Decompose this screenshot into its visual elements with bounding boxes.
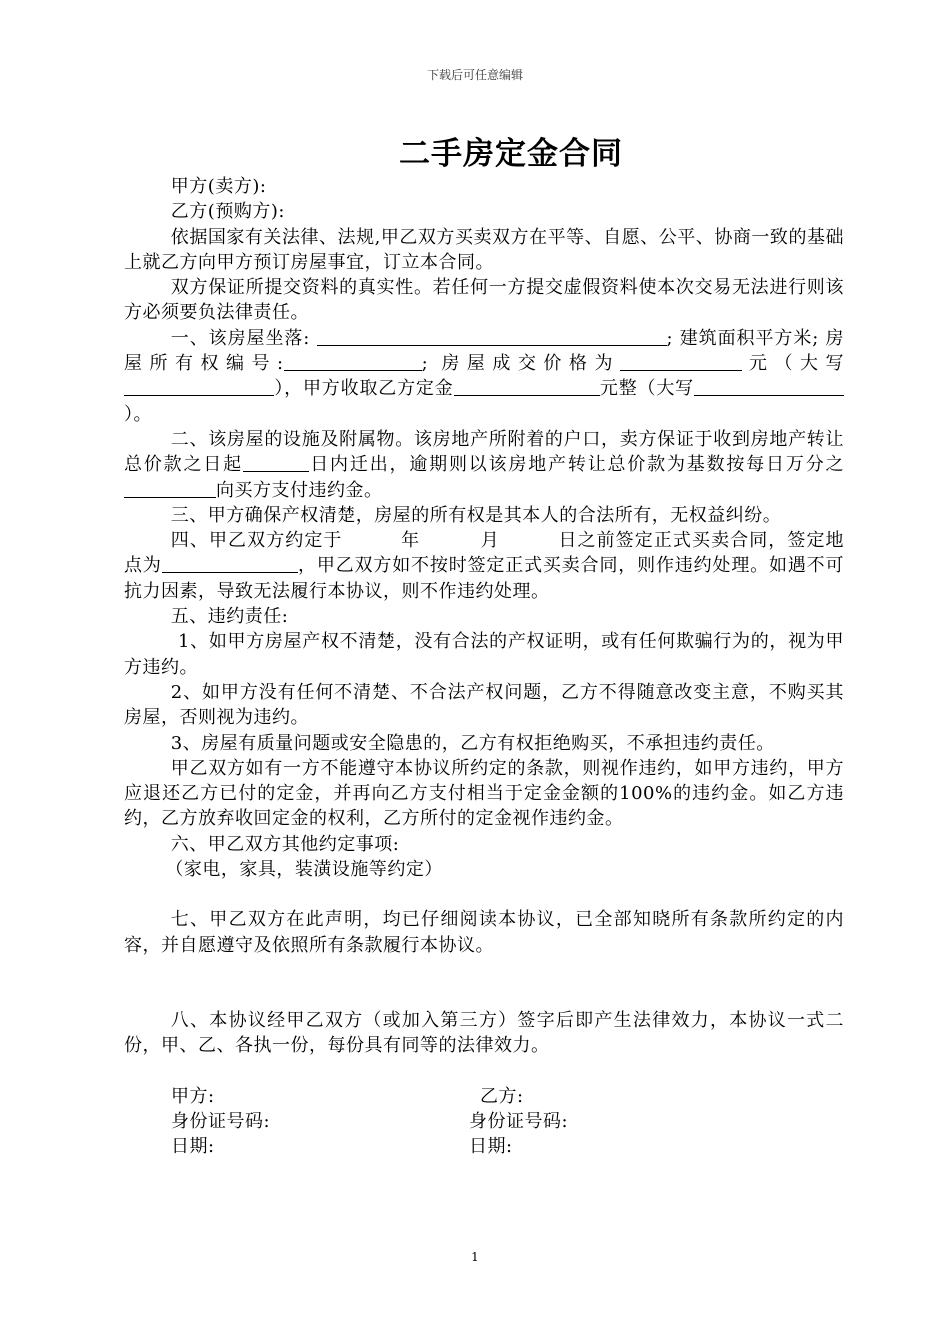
section-1 — [124, 326, 844, 427]
intro-paragraph: 依据国家有关法律、法规,甲乙双方买卖双方在平等、自愿、公平、协商一致的基础上就乙方向甲方预订房屋事宜，订立本合同。 — [124, 226, 844, 273]
price-capital-blank[interactable] — [124, 376, 274, 396]
page-header: 下载后可任意编辑 — [426, 68, 523, 82]
party-b-date-label: 日期: — [469, 1136, 513, 1158]
year-label: 年 — [400, 530, 421, 552]
section-4-text-day: 日之前签定正式买卖合同，签定地点为 — [124, 530, 845, 577]
section-5-item-1: 1、如甲方房屋产权不清楚，没有合法的产权证明，或有任何欺骗行为的，视为甲方违约。 — [124, 631, 844, 678]
section-1-text-a: 一、该房屋坐落: — [170, 327, 310, 349]
party-a-sign-label: 甲方: — [171, 1085, 215, 1107]
section-5-breach-paragraph: 甲乙双方如有一方不能遵守本协议所约定的条款，则视作违约，如甲方违约，甲方应退还乙方已付的定金，并再向乙方支付相当于定金金额的100%的违约金。如乙方违约，乙方放弃收回定金的权利，乙方所付的定金视作违约金。 — [124, 757, 844, 830]
price-blank[interactable] — [620, 351, 742, 371]
section-5-item-3: 3、房屋有质量问题或安全隐患的，乙方有权拒绝购买，不承担违约责任。 — [170, 732, 775, 754]
section-8: 八、本协议经甲乙双方（或加入第三方）签字后即产生法律效力，本协议一式二份，甲、乙、各执一份，每份具有同等的法律效力。 — [124, 1009, 844, 1057]
truthfulness-paragraph: 双方保证所提交资料的真实性。若任何一方提交虚假资料使本次交易无法进行则该方必须要负法律责任。 — [124, 277, 844, 324]
section-5-title: 五、违约责任: — [170, 606, 289, 628]
party-b-line: 乙方(预购方): — [170, 201, 285, 223]
month-label: 月 — [480, 530, 500, 552]
section-1-text-d: ; 房屋成交价格为 — [421, 353, 620, 375]
section-1-text-e: 元（大写 — [741, 353, 844, 375]
section-2 — [124, 427, 844, 503]
rate-blank[interactable] — [124, 478, 216, 498]
section-2-text-a: 二、该房屋的设施及附属物。该房地产所附着的户口，卖方保证于收到房地产转让总价款之日起 — [124, 428, 844, 476]
party-a-id-label: 身份证号码: — [171, 1110, 271, 1132]
deposit-blank[interactable] — [454, 376, 600, 396]
signing-place-blank[interactable] — [162, 553, 298, 573]
deposit-capital-blank[interactable] — [694, 376, 844, 396]
section-1-text-g: 元整（大写 — [599, 378, 695, 400]
party-a-line: 甲方(卖方): — [170, 176, 267, 197]
section-1-text-f: ），甲方收取乙方定金 — [274, 378, 454, 400]
location-blank[interactable] — [317, 326, 667, 346]
section-4-text-a: 四、甲乙双方约定于 — [170, 530, 343, 552]
document-title: 二手房定金合同 — [399, 136, 623, 172]
page-number: 1 — [471, 1250, 479, 1264]
ownership-number-blank[interactable] — [284, 351, 422, 371]
party-a-date-label: 日期: — [171, 1136, 215, 1158]
section-4 — [124, 528, 844, 604]
section-1-text-b: ; 建筑面积 — [666, 327, 756, 349]
section-2-text-c: 向买方支付违约金。 — [216, 479, 383, 501]
section-6-note: （家电，家具，装潢设施等约定） — [165, 859, 443, 881]
section-1-text-c: 平方米; 房屋所有权编号: — [124, 327, 844, 375]
section-5-item-2: 2、如甲方没有任何不清楚、不合法产权问题，乙方不得随意改变主意，不购买其房屋，否则视为违约。 — [124, 681, 844, 729]
section-3: 三、甲方确保产权清楚，房屋的所有权是其本人的合法所有，无权益纠纷。 — [170, 504, 782, 526]
signature-block — [124, 1084, 844, 1160]
contract-body — [124, 174, 844, 1159]
party-b-id-label: 身份证号码: — [469, 1110, 569, 1132]
party-b-sign-label: 乙方: — [480, 1085, 524, 1107]
section-4-text-b: ，甲乙双方如不按时签定正式买卖合同，则作违约处理。如遇不可抗力因素，导致无法履行本协议，则不作违约处理。 — [124, 555, 845, 602]
section-1-text-h: ）。 — [124, 403, 152, 425]
section-2-text-b: 日内迁出，逾期则以该房地产转让总价款为基数按每日万分之 — [308, 454, 845, 476]
section-6-title: 六、甲乙双方其他约定事项: — [170, 833, 400, 855]
section-7: 七、甲乙双方在此声明，均已仔细阅读本协议，已全部知晓所有条款所约定的内容，并自愿遵守及依照所有条款履行本协议。 — [124, 909, 844, 956]
days-blank[interactable] — [243, 452, 309, 472]
